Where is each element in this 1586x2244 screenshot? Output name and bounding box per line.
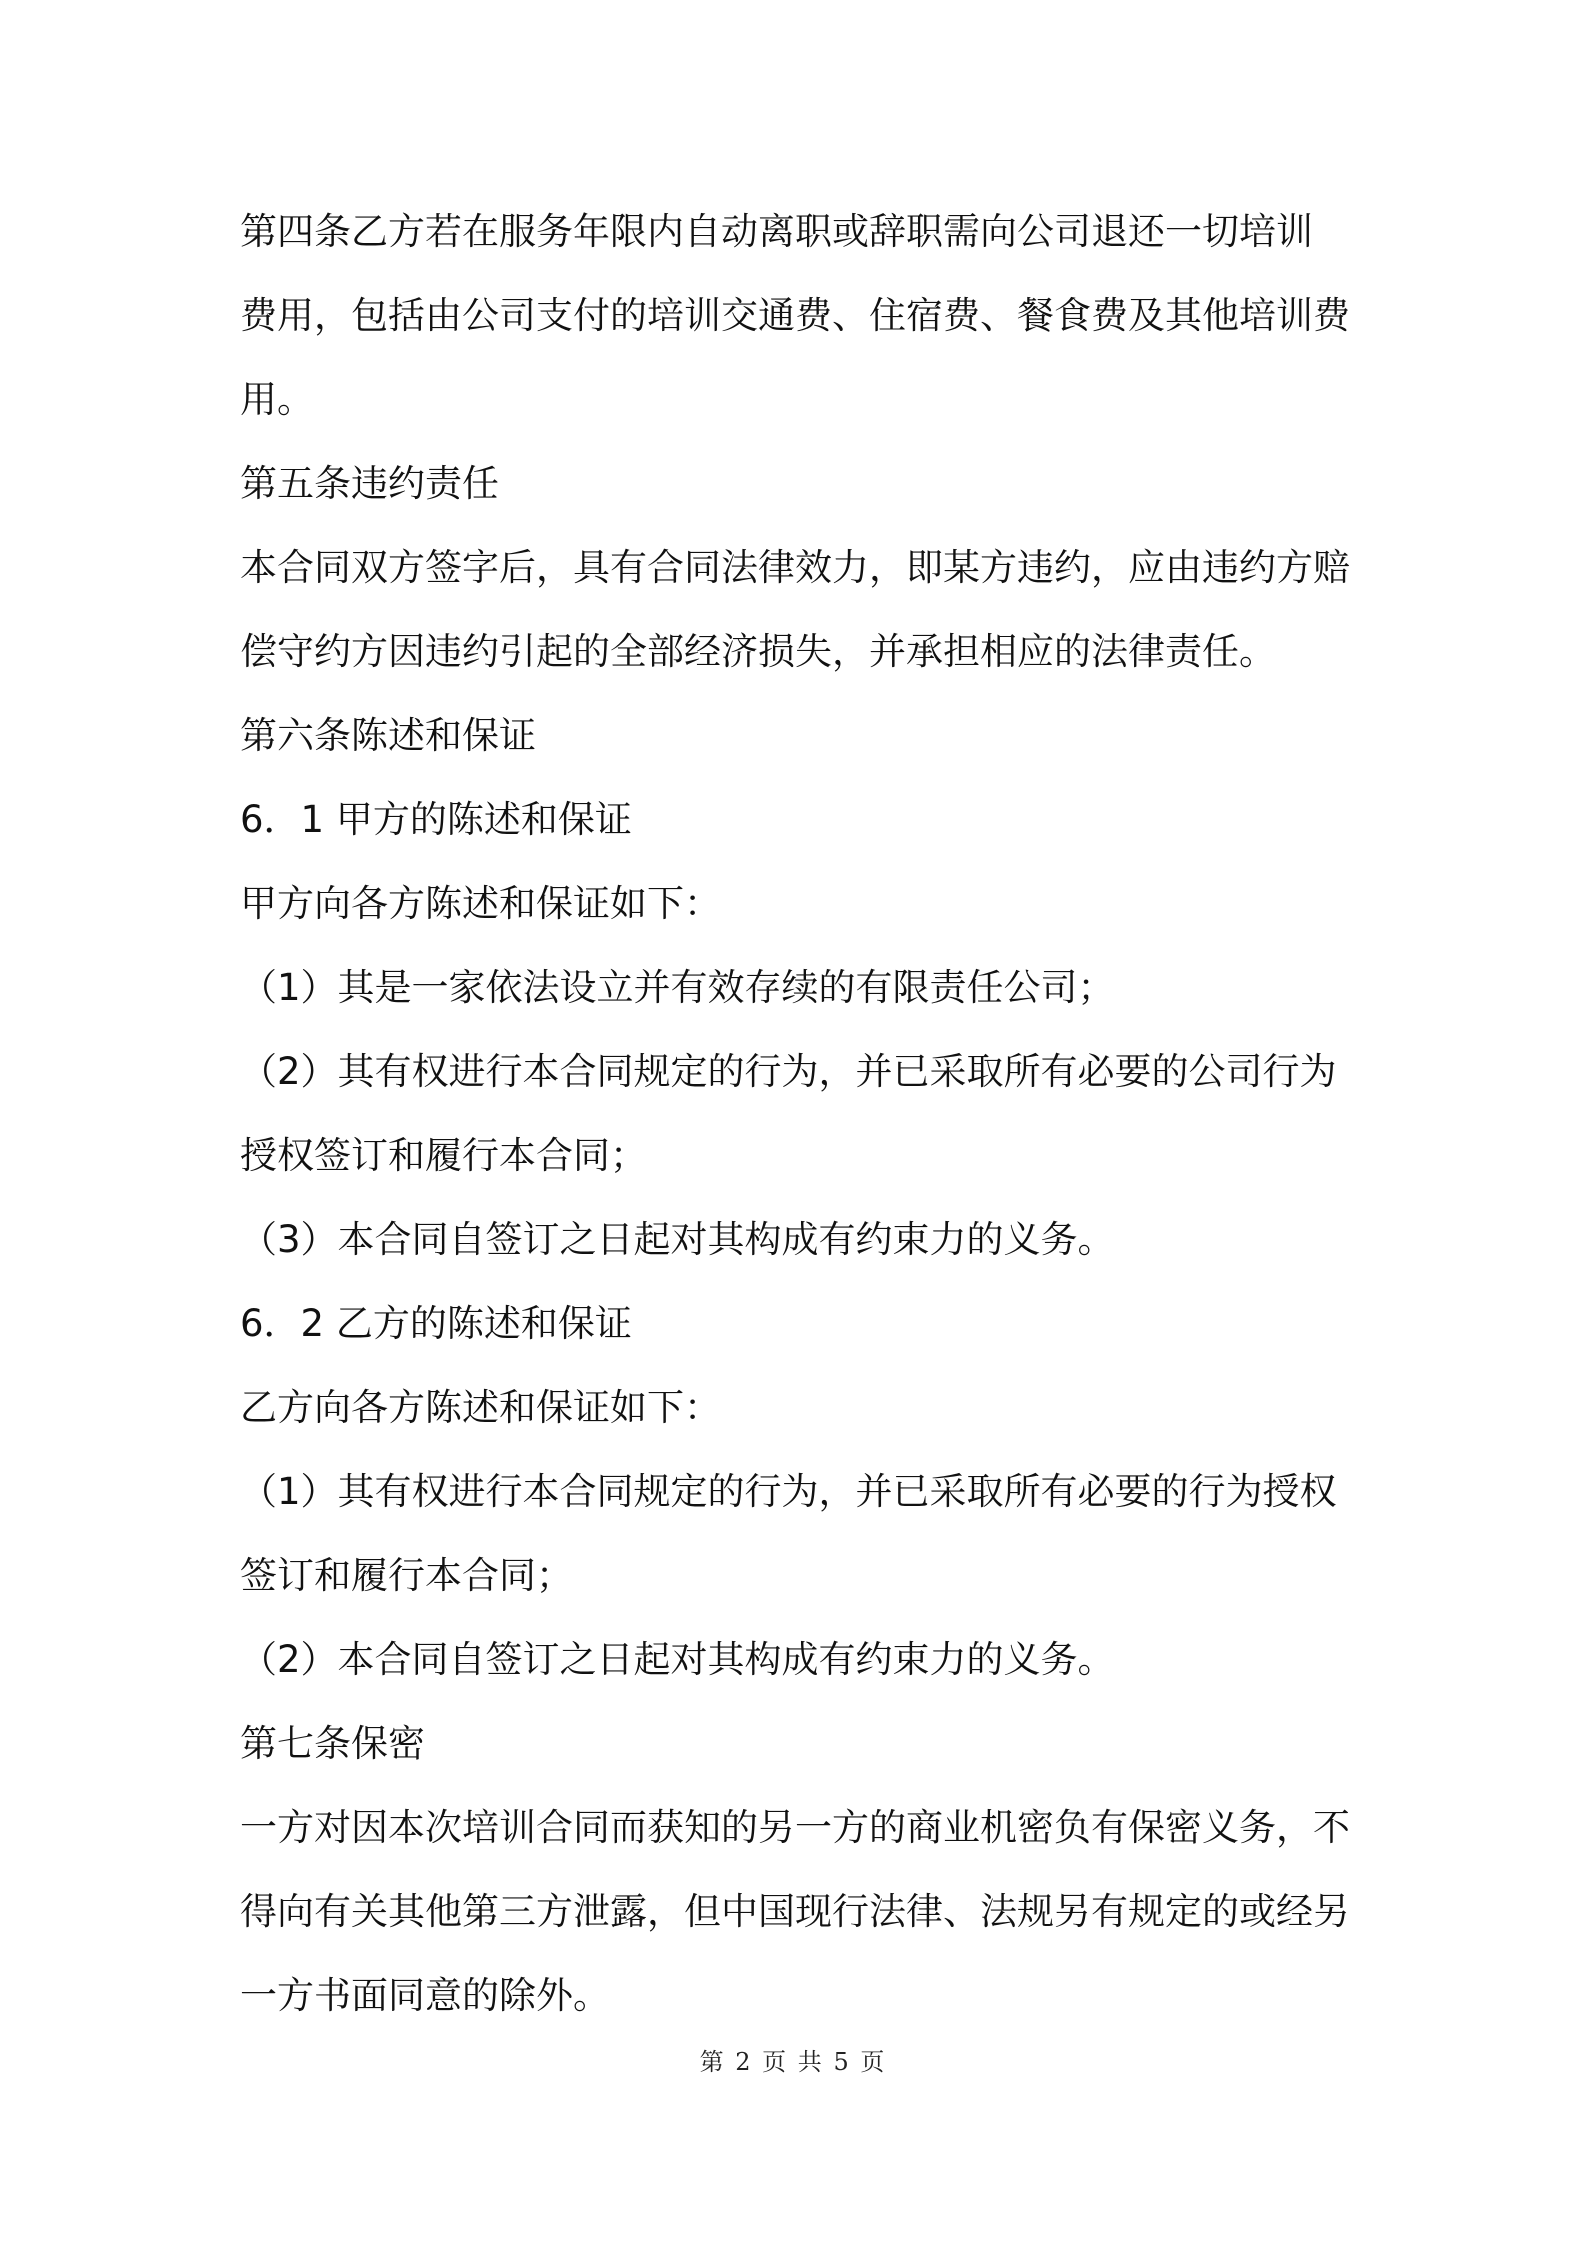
- text-line: 乙方向各方陈述和保证如下：: [240, 1386, 721, 1429]
- text-line: 第四条乙方若在服务年限内自动离职或辞职需向公司退还一切培训: [240, 210, 1313, 253]
- section-heading: 第五条违约责任: [240, 462, 499, 505]
- list-item: （2）本合同自签订之日起对其构成有约束力的义务。: [240, 1638, 1115, 1681]
- section-heading: 第七条保密: [240, 1722, 425, 1765]
- text-line: 用。: [240, 378, 314, 421]
- list-item: （3）本合同自签订之日起对其构成有约束力的义务。: [240, 1218, 1115, 1261]
- text-line: 偿守约方因违约引起的全部经济损失，并承担相应的法律责任。: [240, 630, 1276, 673]
- list-item: （1）其有权进行本合同规定的行为，并已采取所有必要的行为授权: [240, 1470, 1337, 1513]
- list-item: （2）其有权进行本合同规定的行为，并已采取所有必要的公司行为: [240, 1050, 1337, 1093]
- list-item: （1）其是一家依法设立并有效存续的有限责任公司；: [240, 966, 1115, 1009]
- subsection-heading: 6．1 甲方的陈述和保证: [240, 798, 632, 841]
- text-line: 签订和履行本合同；: [240, 1554, 573, 1597]
- text-line: 一方对因本次培训合同而获知的另一方的商业机密负有保密义务，不: [240, 1806, 1350, 1849]
- page-number-footer: 第 2 页 共 5 页: [699, 2048, 887, 2076]
- text-line: 一方书面同意的除外。: [240, 1974, 610, 2017]
- text-line: 费用，包括由公司支付的培训交通费、住宿费、餐食费及其他培训费: [240, 294, 1350, 337]
- text-line: 甲方向各方陈述和保证如下：: [240, 882, 721, 925]
- section-heading: 第六条陈述和保证: [240, 714, 536, 757]
- text-line: 授权签订和履行本合同；: [240, 1134, 647, 1177]
- text-line: 本合同双方签字后，具有合同法律效力，即某方违约，应由违约方赔: [240, 546, 1350, 589]
- text-line: 得向有关其他第三方泄露，但中国现行法律、法规另有规定的或经另: [240, 1890, 1350, 1933]
- document-body: [240, 190, 1360, 2038]
- subsection-heading: 6．2 乙方的陈述和保证: [240, 1302, 632, 1345]
